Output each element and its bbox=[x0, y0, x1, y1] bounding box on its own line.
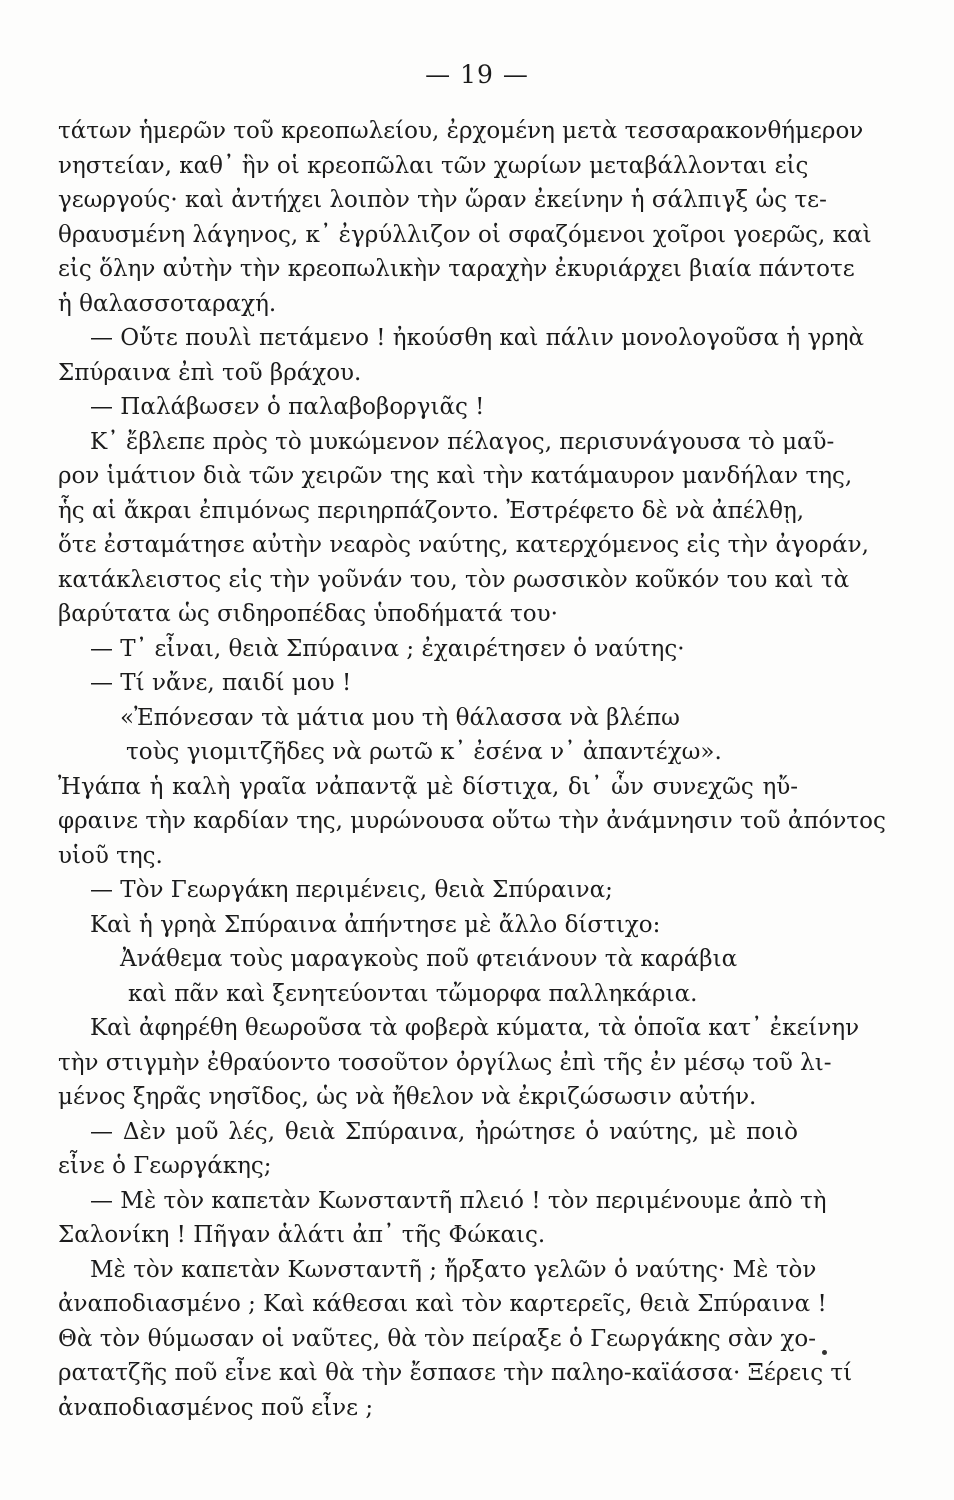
verse-line: τοὺς γιομιτζῆδες νὰ ρωτῶ κ᾽ ἐσένα ν᾽ ἀπαντέχω». bbox=[126, 739, 722, 765]
text-line: μένος ξηρᾶς νησῖδος, ὡς νὰ ἤθελον νὰ ἐκριζώσωσιν αὐτήν. bbox=[58, 1084, 757, 1110]
text-line: Κ᾽ ἔβλεπε πρὸς τὸ μυκώμενον πέλαγος, περισυνάγουσα τὸ μαῦ- bbox=[90, 428, 835, 455]
text-line: φραινε τὴν καρδίαν της, μυρώνουσα οὕτω τὴν ἀνάμνησιν τοῦ ἀπόντος bbox=[58, 808, 886, 834]
text-line: τάτων ἡμερῶν τοῦ κρεοπωλείου, ἐρχομένη μετὰ τεσσαρακονθήμερον bbox=[58, 118, 864, 144]
text-line: τὴν στιγμὴν ἐθραύοντο τοσοῦτον ὀργίλως ἐπὶ τῆς ἐν μέσῳ τοῦ λι- bbox=[58, 1049, 832, 1076]
text-line: ὅτε ἐσταμάτησε αὐτὴν νεαρὸς ναύτης, κατερχόμενος εἰς τὴν ἀγοράν, bbox=[58, 532, 869, 558]
text-line: εἶνε ὁ Γεωργάκης; bbox=[58, 1153, 272, 1179]
text-line: — Δὲν μοῦ λές, θειὰ Σπύραινα, ἠρώτησε ὁ ναύτης, μὲ ποιὸ bbox=[90, 1118, 798, 1145]
text-line: υἱοῦ της. bbox=[58, 842, 163, 869]
text-line: γεωργούς· καὶ ἀντήχει λοιπὸν τὴν ὥραν ἐκείνην ἡ σάλπιγξ ὡς τε- bbox=[58, 187, 827, 213]
verse-line: καὶ πᾶν καὶ ξενητεύονται τὤμορφα παλληκάρια. bbox=[128, 980, 698, 1007]
text-line: — Τὸν Γεωργάκη περιμένεις, θειὰ Σπύραινα; bbox=[90, 877, 613, 903]
text-line: Καὶ ἀφηρέθη θεωροῦσα τὰ φοβερὰ κύματα, τὰ ὁποῖα κατ᾽ ἐκείνην bbox=[90, 1015, 860, 1041]
text-line: ρατατζῆς ποῦ εἶνε καὶ θὰ τὴν ἔσπασε τὴν παληο-καϊάσσα· Ξέρεις τί bbox=[58, 1360, 853, 1386]
verse-line: «Ἐπόνεσαν τὰ μάτια μου τὴ θάλασσα νὰ βλέπω bbox=[120, 704, 680, 731]
stray-ink-dot bbox=[822, 1350, 827, 1355]
text-line: — Τ᾽ εἶναι, θειὰ Σπύραινα ; ἐχαιρέτησεν ὁ ναύτης· bbox=[90, 635, 685, 662]
text-line: — Παλάβωσεν ὁ παλαβοβοργιᾶς ! bbox=[90, 394, 485, 420]
text-line: Ἠγάπα ἡ καλὴ γραῖα νἀπαντᾷ μὲ δίστιχα, δι᾽ ὧν συνεχῶς ηὔ- bbox=[58, 773, 798, 800]
text-line: Καὶ ἡ γρηὰ Σπύραινα ἀπήντησε μὲ ἄλλο δίστιχο: bbox=[90, 911, 661, 938]
text-line: Σπύραινα ἐπὶ τοῦ βράχου. bbox=[58, 359, 362, 386]
text-line: ἀναποδιασμένος ποῦ εἶνε ; bbox=[58, 1394, 374, 1421]
text-line: — Οὔτε πουλὶ πετάμενο ! ἠκούσθη καὶ πάλιν μονολογοῦσα ἡ γρηὰ bbox=[90, 325, 865, 351]
text-line: βαρύτατα ὡς σιδηροπέδας ὑποδήματά του· bbox=[58, 601, 558, 627]
text-line: εἰς ὅλην αὐτὴν τὴν κρεοπωλικὴν ταραχὴν ἐκυριάρχει βιαία πάντοτε bbox=[58, 256, 855, 282]
text-line: Μὲ τὸν καπετὰν Κωνσταντῆ ; ἤρξατο γελῶν ὁ ναύτης· Μὲ τὸν bbox=[90, 1256, 817, 1283]
text-line: ἧς αἱ ἄκραι ἐπιμόνως περιηρπάζοντο. Ἐστρέφετο δὲ νὰ ἀπέλθῃ, bbox=[58, 497, 805, 524]
text-line: ἀναποδιασμένο ; Καὶ κάθεσαι καὶ τὸν καρτερεῖς, θειὰ Σπύραινα ! bbox=[58, 1291, 827, 1317]
text-line: κατάκλειστος εἰς τὴν γοῦνάν του, τὸν ρωσσικὸν κοῦκόν του καὶ τὰ bbox=[58, 566, 850, 593]
text-line: Θὰ τὸν θύμωσαν οἱ ναῦτες, θὰ τὸν πείραξε ὁ Γεωργάκης σὰν χο- bbox=[58, 1325, 817, 1352]
text-line: — Τί νἄνε, παιδί μου ! bbox=[90, 670, 352, 696]
text-line: — Μὲ τὸν καπετὰν Κωνσταντῆ πλειό ! τὸν περιμένουμε ἀπὸ τὴ bbox=[90, 1187, 827, 1214]
page-number: — 19 — bbox=[425, 60, 529, 89]
verse-line: Ἀνάθεμα τοὺς μαραγκοὺς ποῦ φτειάνουν τὰ καράβια bbox=[120, 946, 738, 972]
text-line: νηστείαν, καθ᾽ ἣν οἱ κρεοπῶλαι τῶν χωρίων μεταβάλλονται εἰς bbox=[58, 152, 809, 179]
text-line: ρον ἱμάτιον διὰ τῶν χειρῶν της καὶ τὴν κατάμαυρον μανδήλαν της, bbox=[58, 463, 853, 489]
text-line: Σαλονίκη ! Πῆγαν ἁλάτι ἀπ᾽ τῆς Φώκαις. bbox=[58, 1222, 546, 1248]
body-text bbox=[58, 114, 886, 1425]
text-line: ἡ θαλασσοταραχή. bbox=[58, 290, 277, 317]
text-line: θραυσμένη λάγηνος, κ᾽ ἐγρύλλιζον οἱ σφαζόμενοι χοῖροι γοερῶς, καὶ bbox=[58, 221, 872, 248]
